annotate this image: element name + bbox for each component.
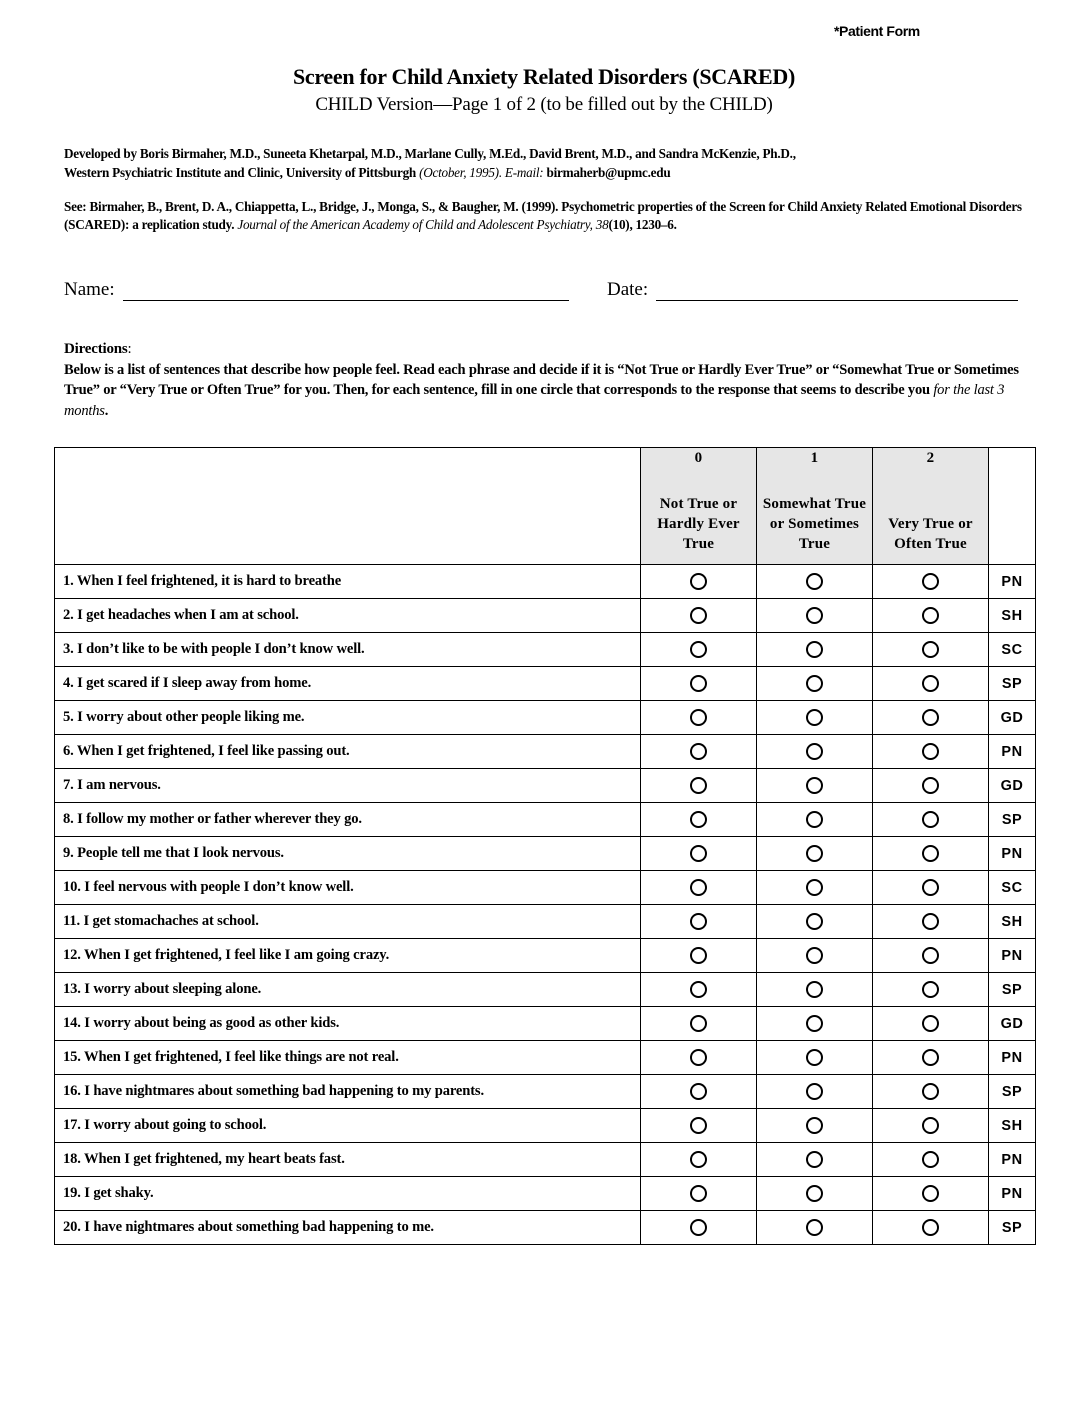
directions bbox=[64, 339, 1044, 421]
answer-cell-2 bbox=[873, 769, 989, 803]
table-row bbox=[55, 1007, 1036, 1041]
answer-cell-0 bbox=[641, 565, 757, 599]
question-text: 16. I have nightmares about something bad happening to my parents. bbox=[55, 1075, 641, 1109]
answer-radio-circle-icon[interactable] bbox=[806, 743, 823, 760]
subscale-code: SC bbox=[989, 633, 1036, 667]
answer-radio-circle-icon[interactable] bbox=[806, 1083, 823, 1100]
subscale-code: SP bbox=[989, 973, 1036, 1007]
answer-radio-circle-icon[interactable] bbox=[690, 743, 707, 760]
question-text: 12. When I get frightened, I feel like I am going crazy. bbox=[55, 939, 641, 973]
answer-cell-1 bbox=[757, 701, 873, 735]
citation-authors: See: Birmaher, B., Brent, D. A., Chiappetta, L., Bridge, J., Monga, S., & Baugher, M. (1999). Psychometric properties of the Screen for Child Anxiety Related Emotional Disorders (SCARED): a replication study. bbox=[64, 199, 1022, 232]
subscale-code: SP bbox=[989, 1075, 1036, 1109]
credits bbox=[64, 144, 1044, 182]
answer-cell-2 bbox=[873, 871, 989, 905]
citation bbox=[64, 198, 1044, 234]
subscale-code: SP bbox=[989, 803, 1036, 837]
answer-radio-circle-icon[interactable] bbox=[806, 675, 823, 692]
answer-radio-circle-icon[interactable] bbox=[922, 641, 939, 658]
header-option-2 bbox=[873, 448, 989, 565]
answer-cell-0 bbox=[641, 905, 757, 939]
answer-radio-circle-icon[interactable] bbox=[922, 573, 939, 590]
question-text: 18. When I get frightened, my heart beats fast. bbox=[55, 1143, 641, 1177]
answer-radio-circle-icon[interactable] bbox=[690, 709, 707, 726]
answer-cell-2 bbox=[873, 1143, 989, 1177]
answer-radio-circle-icon[interactable] bbox=[690, 1185, 707, 1202]
subscale-code: PN bbox=[989, 1041, 1036, 1075]
header-code-cell bbox=[989, 448, 1036, 565]
answer-cell-2 bbox=[873, 633, 989, 667]
directions-timeframe: for the last 3 months bbox=[64, 382, 1005, 419]
answer-cell-1 bbox=[757, 1109, 873, 1143]
answer-cell-1 bbox=[757, 1143, 873, 1177]
option-score: 0 bbox=[694, 450, 703, 466]
date-label: Date: bbox=[607, 279, 649, 300]
answer-radio-circle-icon[interactable] bbox=[690, 1015, 707, 1032]
answer-cell-1 bbox=[757, 837, 873, 871]
name-label: Name: bbox=[64, 279, 115, 300]
question-text: 13. I worry about sleeping alone. bbox=[55, 973, 641, 1007]
answer-cell-2 bbox=[873, 939, 989, 973]
question-text: 19. I get shaky. bbox=[55, 1177, 641, 1211]
table-row bbox=[55, 769, 1036, 803]
answer-radio-circle-icon[interactable] bbox=[690, 913, 707, 930]
table-header-row bbox=[55, 448, 1036, 565]
answer-radio-circle-icon[interactable] bbox=[690, 641, 707, 658]
question-text: 6. When I get frightened, I feel like passing out. bbox=[55, 735, 641, 769]
answer-cell-0 bbox=[641, 1007, 757, 1041]
form-subtitle: CHILD Version—Page 1 of 2 (to be filled out by the CHILD) bbox=[315, 94, 773, 115]
subscale-code: SP bbox=[989, 1211, 1036, 1245]
subscale-code: PN bbox=[989, 735, 1036, 769]
patient-form-tag: *Patient Form bbox=[834, 23, 920, 39]
subscale-code: PN bbox=[989, 1177, 1036, 1211]
table-row bbox=[55, 1211, 1036, 1245]
subscale-code: PN bbox=[989, 1143, 1036, 1177]
option-score: 2 bbox=[926, 450, 935, 466]
answer-cell-1 bbox=[757, 1177, 873, 1211]
answer-radio-circle-icon[interactable] bbox=[806, 573, 823, 590]
answer-cell-0 bbox=[641, 633, 757, 667]
answer-radio-circle-icon[interactable] bbox=[806, 981, 823, 998]
answer-cell-0 bbox=[641, 1041, 757, 1075]
table-row bbox=[55, 701, 1036, 735]
answer-radio-circle-icon[interactable] bbox=[922, 879, 939, 896]
subscale-code: SH bbox=[989, 1109, 1036, 1143]
answer-radio-circle-icon[interactable] bbox=[806, 1049, 823, 1066]
answer-radio-circle-icon[interactable] bbox=[922, 811, 939, 828]
answer-radio-circle-icon[interactable] bbox=[922, 709, 939, 726]
credits-line1: Developed by Boris Birmaher, M.D., Suneeta Khetarpal, M.D., Marlane Cully, M.Ed., David Brent, M.D., and Sandra McKenzie, Ph.D., bbox=[64, 146, 796, 161]
answer-radio-circle-icon[interactable] bbox=[806, 1117, 823, 1134]
answer-radio-circle-icon[interactable] bbox=[806, 913, 823, 930]
answer-radio-circle-icon[interactable] bbox=[690, 607, 707, 624]
table-row bbox=[55, 565, 1036, 599]
question-text: 17. I worry about going to school. bbox=[55, 1109, 641, 1143]
date-input-line[interactable] bbox=[656, 280, 1018, 301]
answer-cell-2 bbox=[873, 1177, 989, 1211]
answer-cell-2 bbox=[873, 701, 989, 735]
table-row bbox=[55, 1143, 1036, 1177]
answer-radio-circle-icon[interactable] bbox=[806, 845, 823, 862]
subscale-code: SC bbox=[989, 871, 1036, 905]
answer-radio-circle-icon[interactable] bbox=[922, 1015, 939, 1032]
answer-radio-circle-icon[interactable] bbox=[806, 607, 823, 624]
answer-cell-2 bbox=[873, 837, 989, 871]
question-text: 9. People tell me that I look nervous. bbox=[55, 837, 641, 871]
answer-cell-0 bbox=[641, 599, 757, 633]
directions-end: . bbox=[104, 402, 109, 419]
question-text: 3. I don’t like to be with people I don’t know well. bbox=[55, 633, 641, 667]
answer-radio-circle-icon[interactable] bbox=[806, 1015, 823, 1032]
answer-radio-circle-icon[interactable] bbox=[690, 777, 707, 794]
credits-email: birmaherb@upmc.edu bbox=[543, 165, 671, 180]
answer-cell-0 bbox=[641, 837, 757, 871]
header-option-0 bbox=[641, 448, 757, 565]
answer-cell-1 bbox=[757, 1007, 873, 1041]
table-row bbox=[55, 1075, 1036, 1109]
question-text: 4. I get scared if I sleep away from home. bbox=[55, 667, 641, 701]
subscale-code: GD bbox=[989, 769, 1036, 803]
answer-cell-1 bbox=[757, 973, 873, 1007]
subscale-code: PN bbox=[989, 939, 1036, 973]
citation-journal: Journal of the American Academy of Child and Adolescent Psychiatry, 38 bbox=[237, 217, 609, 232]
answer-radio-circle-icon[interactable] bbox=[922, 607, 939, 624]
answer-radio-circle-icon[interactable] bbox=[806, 777, 823, 794]
table-row bbox=[55, 1041, 1036, 1075]
header-question-cell bbox=[55, 448, 641, 565]
answer-radio-circle-icon[interactable] bbox=[806, 709, 823, 726]
questionnaire-table bbox=[54, 447, 1036, 1245]
question-text: 5. I worry about other people liking me. bbox=[55, 701, 641, 735]
subscale-code: SH bbox=[989, 599, 1036, 633]
answer-cell-0 bbox=[641, 701, 757, 735]
citation-pages: (10), 1230–6. bbox=[608, 217, 677, 232]
answer-cell-2 bbox=[873, 565, 989, 599]
answer-radio-circle-icon[interactable] bbox=[806, 641, 823, 658]
answer-radio-circle-icon[interactable] bbox=[690, 1083, 707, 1100]
answer-radio-circle-icon[interactable] bbox=[922, 845, 939, 862]
answer-cell-2 bbox=[873, 1109, 989, 1143]
answer-cell-2 bbox=[873, 1075, 989, 1109]
answer-radio-circle-icon[interactable] bbox=[690, 1049, 707, 1066]
answer-cell-0 bbox=[641, 803, 757, 837]
answer-cell-1 bbox=[757, 1211, 873, 1245]
table-row bbox=[55, 871, 1036, 905]
answer-radio-circle-icon[interactable] bbox=[922, 777, 939, 794]
directions-heading bbox=[64, 339, 1044, 360]
answer-radio-circle-icon[interactable] bbox=[806, 1185, 823, 1202]
answer-radio-circle-icon[interactable] bbox=[690, 845, 707, 862]
answer-radio-circle-icon[interactable] bbox=[806, 811, 823, 828]
answer-cell-1 bbox=[757, 633, 873, 667]
option-label: Somewhat True or Sometimes True bbox=[762, 496, 867, 552]
answer-cell-2 bbox=[873, 803, 989, 837]
answer-cell-1 bbox=[757, 803, 873, 837]
answer-radio-circle-icon[interactable] bbox=[922, 947, 939, 964]
answer-cell-2 bbox=[873, 1007, 989, 1041]
question-text: 8. I follow my mother or father wherever they go. bbox=[55, 803, 641, 837]
table-row bbox=[55, 837, 1036, 871]
answer-radio-circle-icon[interactable] bbox=[922, 1117, 939, 1134]
answer-radio-circle-icon[interactable] bbox=[922, 1049, 939, 1066]
table-row bbox=[55, 1177, 1036, 1211]
answer-radio-circle-icon[interactable] bbox=[806, 1151, 823, 1168]
answer-cell-0 bbox=[641, 735, 757, 769]
answer-radio-circle-icon[interactable] bbox=[922, 1083, 939, 1100]
answer-radio-circle-icon[interactable] bbox=[922, 675, 939, 692]
questions-body bbox=[55, 565, 1036, 1245]
answer-cell-0 bbox=[641, 871, 757, 905]
table-row bbox=[55, 735, 1036, 769]
question-text: 7. I am nervous. bbox=[55, 769, 641, 803]
question-text: 20. I have nightmares about something bad happening to me. bbox=[55, 1211, 641, 1245]
table-row bbox=[55, 973, 1036, 1007]
question-text: 2. I get headaches when I am at school. bbox=[55, 599, 641, 633]
answer-radio-circle-icon[interactable] bbox=[922, 743, 939, 760]
answer-radio-circle-icon[interactable] bbox=[806, 1219, 823, 1236]
answer-cell-0 bbox=[641, 1109, 757, 1143]
answer-cell-2 bbox=[873, 735, 989, 769]
credits-institution: Western Psychiatric Institute and Clinic, University of Pittsburgh bbox=[64, 165, 420, 180]
answer-cell-1 bbox=[757, 939, 873, 973]
name-field bbox=[64, 279, 569, 301]
answer-radio-circle-icon[interactable] bbox=[922, 1219, 939, 1236]
question-text: 1. When I feel frightened, it is hard to breathe bbox=[55, 565, 641, 599]
directions-body: Below is a list of sentences that describe how people feel. Read each phrase and decide if it is “Not True or Hardly Ever True” or “Somewhat True or Sometimes True” or “Very True or Often True” for you. Then, for each sentence, fill in one circle that corresponds to the response that seems to describe you bbox=[64, 361, 1019, 398]
answer-radio-circle-icon[interactable] bbox=[922, 1185, 939, 1202]
form-title: Screen for Child Anxiety Related Disorders (SCARED) bbox=[292, 64, 796, 89]
directions-heading-colon: : bbox=[127, 341, 132, 357]
answer-cell-2 bbox=[873, 1211, 989, 1245]
answer-radio-circle-icon[interactable] bbox=[690, 573, 707, 590]
date-field bbox=[607, 279, 1018, 301]
name-input-line[interactable] bbox=[123, 280, 569, 301]
question-text: 11. I get stomachaches at school. bbox=[55, 905, 641, 939]
answer-cell-1 bbox=[757, 871, 873, 905]
answer-radio-circle-icon[interactable] bbox=[690, 947, 707, 964]
subscale-code: GD bbox=[989, 1007, 1036, 1041]
table-row bbox=[55, 667, 1036, 701]
answer-radio-circle-icon[interactable] bbox=[690, 675, 707, 692]
header-option-1 bbox=[757, 448, 873, 565]
answer-cell-1 bbox=[757, 905, 873, 939]
answer-cell-2 bbox=[873, 905, 989, 939]
option-label: Not True or Hardly Ever True bbox=[657, 496, 740, 552]
answer-cell-2 bbox=[873, 973, 989, 1007]
option-score: 1 bbox=[810, 450, 819, 466]
answer-cell-0 bbox=[641, 973, 757, 1007]
question-text: 15. When I get frightened, I feel like things are not real. bbox=[55, 1041, 641, 1075]
answer-cell-0 bbox=[641, 1143, 757, 1177]
answer-radio-circle-icon[interactable] bbox=[690, 879, 707, 896]
answer-cell-2 bbox=[873, 1041, 989, 1075]
answer-radio-circle-icon[interactable] bbox=[690, 1151, 707, 1168]
answer-radio-circle-icon[interactable] bbox=[922, 1151, 939, 1168]
answer-cell-1 bbox=[757, 1075, 873, 1109]
answer-cell-1 bbox=[757, 1041, 873, 1075]
answer-radio-circle-icon[interactable] bbox=[690, 811, 707, 828]
answer-cell-2 bbox=[873, 599, 989, 633]
answer-cell-0 bbox=[641, 1211, 757, 1245]
answer-radio-circle-icon[interactable] bbox=[922, 981, 939, 998]
question-text: 14. I worry about being as good as other kids. bbox=[55, 1007, 641, 1041]
question-text: 10. I feel nervous with people I don’t know well. bbox=[55, 871, 641, 905]
answer-cell-1 bbox=[757, 769, 873, 803]
table-row bbox=[55, 905, 1036, 939]
credits-date: (October, 1995). E-mail: bbox=[419, 165, 544, 180]
subscale-code: PN bbox=[989, 837, 1036, 871]
answer-cell-0 bbox=[641, 1075, 757, 1109]
answer-cell-1 bbox=[757, 667, 873, 701]
answer-radio-circle-icon[interactable] bbox=[806, 947, 823, 964]
table-row bbox=[55, 1109, 1036, 1143]
directions-heading-text: Directions bbox=[64, 341, 128, 357]
table-row bbox=[55, 599, 1036, 633]
answer-radio-circle-icon[interactable] bbox=[806, 879, 823, 896]
answer-radio-circle-icon[interactable] bbox=[690, 981, 707, 998]
answer-cell-0 bbox=[641, 667, 757, 701]
answer-radio-circle-icon[interactable] bbox=[690, 1117, 707, 1134]
option-label: Very True or Often True bbox=[888, 516, 973, 552]
answer-radio-circle-icon[interactable] bbox=[922, 913, 939, 930]
answer-cell-1 bbox=[757, 565, 873, 599]
subscale-code: GD bbox=[989, 701, 1036, 735]
subscale-code: PN bbox=[989, 565, 1036, 599]
answer-cell-1 bbox=[757, 599, 873, 633]
answer-cell-0 bbox=[641, 939, 757, 973]
table-row bbox=[55, 939, 1036, 973]
answer-cell-2 bbox=[873, 667, 989, 701]
answer-radio-circle-icon[interactable] bbox=[690, 1219, 707, 1236]
answer-cell-0 bbox=[641, 769, 757, 803]
table-row bbox=[55, 803, 1036, 837]
subscale-code: SH bbox=[989, 905, 1036, 939]
answer-cell-0 bbox=[641, 1177, 757, 1211]
subscale-code: SP bbox=[989, 667, 1036, 701]
table-row bbox=[55, 633, 1036, 667]
answer-cell-1 bbox=[757, 735, 873, 769]
